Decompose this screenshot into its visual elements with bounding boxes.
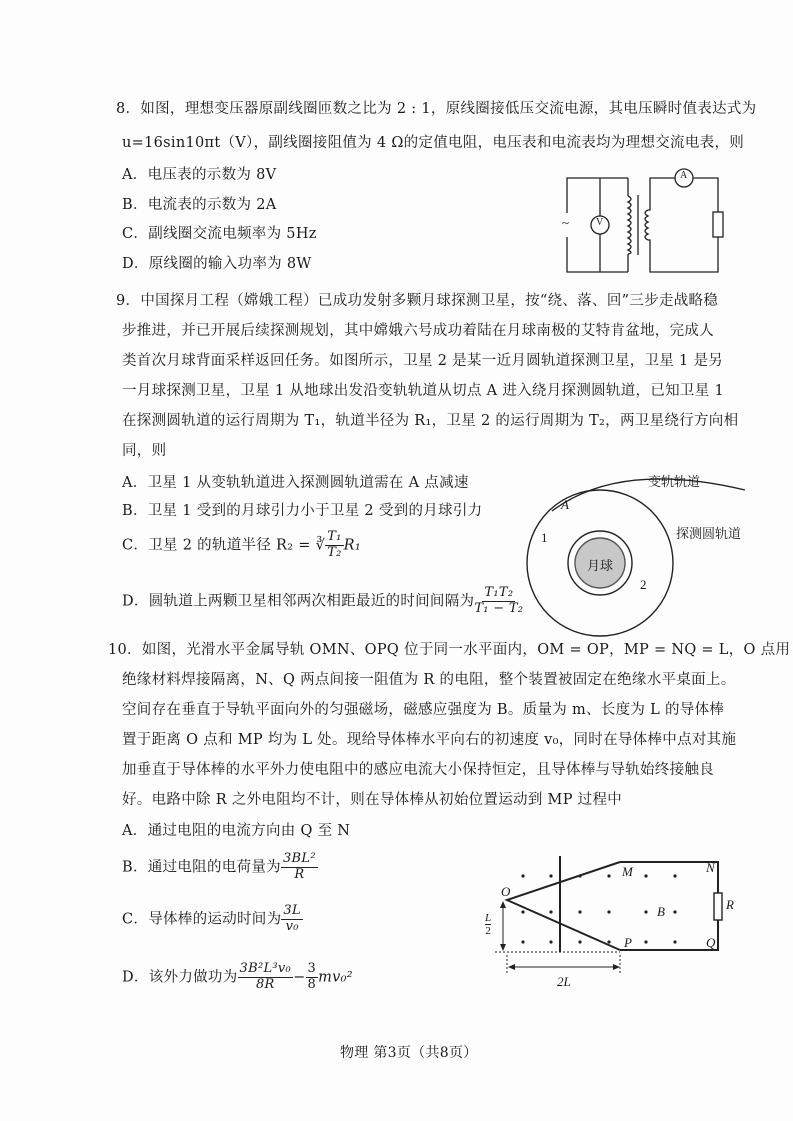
moon-label: 月球 bbox=[587, 558, 614, 573]
q9-option-c: C．卫星 2 的轨道半径 R₂ = ∛ $\frac{\text{T₁}}{\text{T₂}}$ R₁ bbox=[122, 529, 362, 560]
q10-option-d: D．该外力做功为 $\frac{\text{3B²L³v₀}}{8R}$ − $\frac{3}{8}$ mv₀² bbox=[122, 961, 353, 992]
point-a-label: A bbox=[561, 497, 569, 512]
q10-stem-line: 置于距离 O 点和 MP 均为 L 处。现给导体棒水平向右的初速度 v₀，同时在导体棒中点对其施 bbox=[122, 732, 737, 748]
ac-source-icon: ~ bbox=[562, 215, 570, 230]
q9-stem-line: 一月球探测卫星，卫星 1 从地球出发沿变轨轨道从切点 A 进入绕月探测圆轨道，已知卫星 1 bbox=[122, 383, 724, 399]
satellite-2-label: 2 bbox=[640, 577, 647, 592]
resistor-r-label: R bbox=[726, 897, 734, 912]
q10-stem-line: 加垂直于导体棒的水平外力使电阻中的感应电流大小保持恒定，且导体棒与导轨始终接触良 bbox=[122, 762, 714, 778]
q8-option-d: D．原线圈的输入功率为 8W bbox=[122, 256, 312, 272]
q9-option-b: B．卫星 1 受到的月球引力小于卫星 2 受到的月球引力 bbox=[122, 503, 483, 519]
q10-stem-line: 绝缘材料焊接隔离，N、Q 两点间接一阻值为 R 的电阻，整个装置被固定在绝缘水平桌面上。 bbox=[122, 672, 736, 688]
q9-stem-line: 在探测圆轨道的运行周期为 T₁，轨道半径为 R₁，卫星 2 的运行周期为 T₂，两卫星绕行方向相 bbox=[122, 413, 739, 429]
resistor-icon bbox=[713, 212, 723, 237]
voltmeter-label: V bbox=[596, 217, 604, 228]
secondary-coil bbox=[645, 210, 648, 240]
satellite-1-label: 1 bbox=[541, 530, 548, 545]
q9-stem-line: 同，则 bbox=[122, 443, 167, 459]
q10-option-c: C．导体棒的运动时间为 $\frac{3L}{\text{v₀}}$ bbox=[122, 903, 301, 934]
q10-stem-line: 10．如图，光滑水平金属导轨 OMN、OPQ 位于同一水平面内，OM = OP，MP = NQ = L，O 点用 bbox=[108, 642, 791, 658]
half-l-label: L 2 bbox=[485, 912, 492, 938]
orbit-diagram bbox=[527, 479, 745, 636]
point-q-label: Q bbox=[706, 935, 716, 950]
q9-stem-line: 类首次月球背面采样返回任务。如图所示，卫星 2 是某一近月圆轨道探测卫星，卫星 1 是另 bbox=[122, 353, 724, 369]
q9-option-d: D．圆轨道上两颗卫星相邻两次相距最近的时间间隔为 $\frac{\text{T₁T₂}}{\text{T₁ − T₂}}$ bbox=[122, 585, 524, 616]
point-m-label: M bbox=[622, 864, 633, 879]
q9-stem-line: 步推进，并已开展后续探测规划，其中嫦娥六号成功着陆在月球南极的艾特肯盆地，完成人 bbox=[122, 323, 714, 339]
q10-option-a: A．通过电阻的电流方向由 Q 至 N bbox=[122, 823, 351, 839]
probe-orbit-label: 探测圆轨道 bbox=[676, 526, 742, 541]
q10-stem-line: 好。电路中除 R 之外电阻均不计，则在导体棒从初始位置运动到 MP 过程中 bbox=[122, 792, 623, 808]
q8-option-b: B．电流表的示数为 2A bbox=[122, 197, 277, 213]
q9-option-a: A．卫星 1 从变轨轨道进入探测圆轨道需在 A 点减速 bbox=[122, 475, 469, 491]
ammeter-label: A bbox=[680, 170, 688, 181]
width-2l-label: 2L bbox=[557, 974, 571, 989]
q9-stem-line: 9．中国探月工程（嫦娥工程）已成功发射多颗月球探测卫星，按“绕、落、回”三步走战略稳 bbox=[116, 293, 719, 309]
q8-option-c: C．副线圈交流电频率为 5Hz bbox=[122, 226, 317, 242]
q8-option-a: A．电压表的示数为 8V bbox=[122, 167, 277, 183]
field-b-label: B bbox=[657, 904, 665, 919]
transfer-orbit-label: 变轨轨道 bbox=[648, 474, 701, 489]
page-footer: 物理 第3页（共8页） bbox=[340, 1045, 478, 1061]
rail-diagram bbox=[495, 856, 722, 975]
q10-stem-line: 空间存在垂直于导轨平面向外的匀强磁场，磁感应强度为 B。质量为 m、长度为 L 的导体棒 bbox=[122, 702, 725, 718]
point-n-label: N bbox=[706, 860, 715, 875]
point-o-label: O bbox=[501, 884, 511, 899]
point-p-label: P bbox=[624, 935, 632, 950]
resistor-r bbox=[714, 893, 722, 920]
transformer-circuit bbox=[567, 169, 723, 272]
q8-stem-line: u=16sin10πt（V），副线圈接阻值为 4 Ω的定值电阻，电压表和电流表均为理想交流电表，则 bbox=[122, 135, 745, 151]
q8-stem-line: 8．如图，理想变压器原副线圈匝数之比为 2 : 1，原线圈接低压交流电源，其电压瞬时值表达式为 bbox=[116, 101, 757, 117]
q10-option-b: B．通过电阻的电荷量为 $\frac{\text{3BL²}}{R}$ bbox=[122, 851, 316, 882]
primary-coil bbox=[628, 196, 631, 254]
